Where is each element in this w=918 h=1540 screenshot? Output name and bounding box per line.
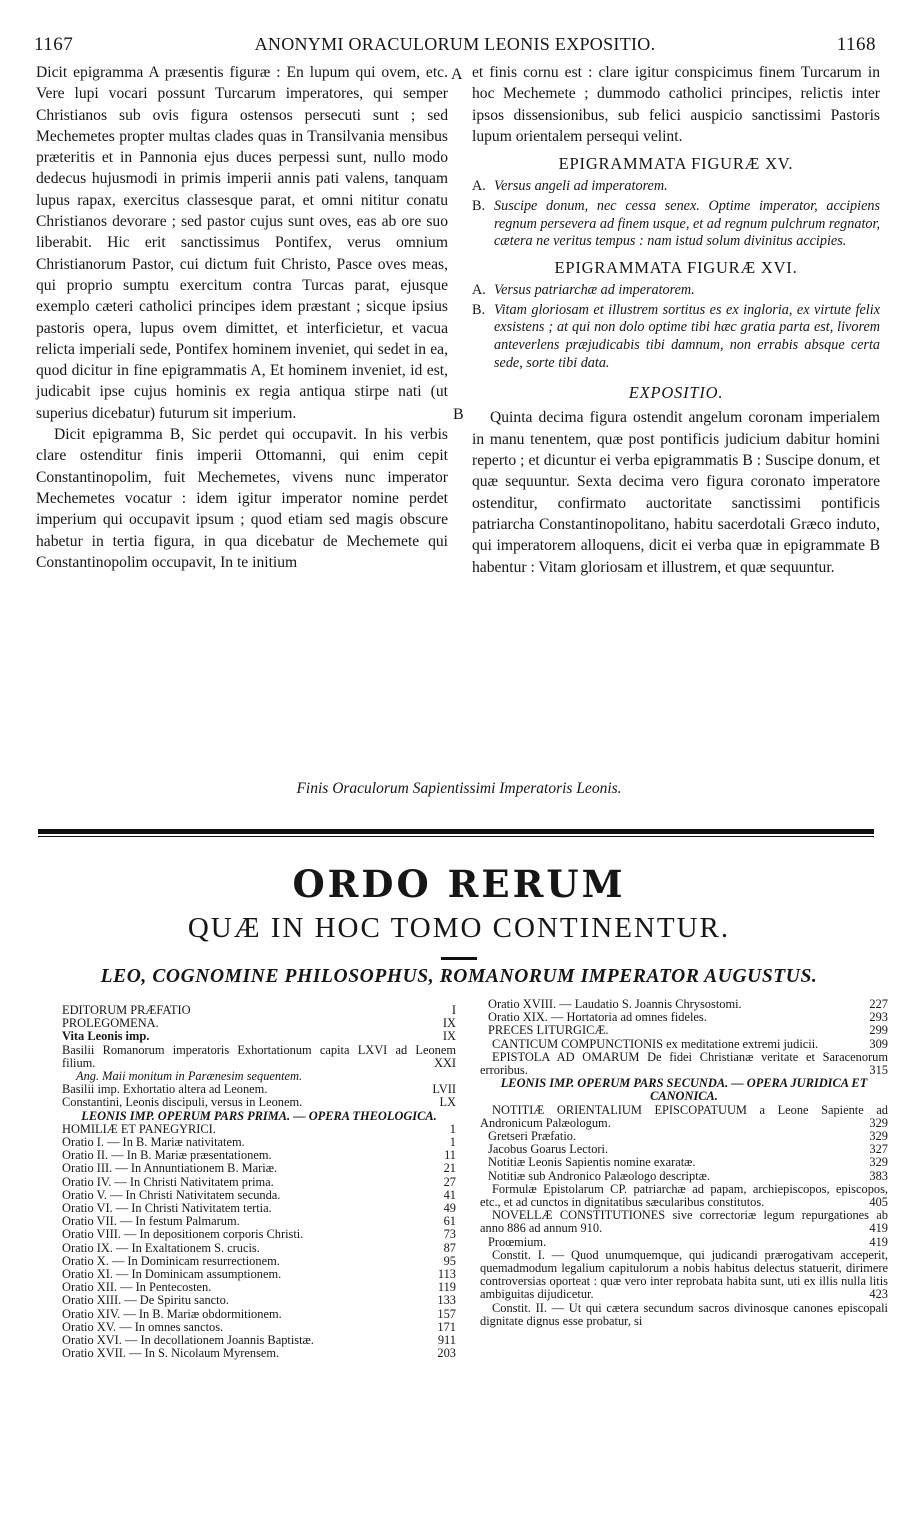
toc-entry: Oratio XIV. — In B. Mariæ obdormitionem. 157 [62,1306,456,1321]
heading-figure-16: EPIGRAMMATA FIGURÆ XVI. [554,257,798,277]
toc-right-column [480,998,888,1328]
toc-entry: Basilii imp. Exhortatio altera ad Leonem. LVII [62,1082,456,1097]
toc-entry: Vita Leonis imp. IX [62,1029,456,1044]
heading-figure-15: EPIGRAMMATA FIGURÆ XV. [558,154,794,174]
toc-entry: Oratio XIX. — Hortatoria ad omnes fideles. 293 [488,1010,888,1025]
toc-entry: Constit. II. — Ut qui cætera secundum sacros divinosque canones episcopali dignitate dignus esse probatur, si [480,1300,888,1328]
section-rule-thick [38,829,874,834]
ordo-subtitle: QUÆ IN HOC TOMO CONTINENTUR. [187,912,731,944]
toc-entry: Oratio IV. — In Christi Nativitatem prima. 27 [62,1174,456,1189]
margin-letter-a: A [451,66,463,83]
toc-entry: Oratio VI. — In Christi Nativitatem tertia. 49 [62,1201,456,1216]
toc-entry: PRECES LITURGICÆ. 299 [488,1023,888,1038]
verse-15-a: A. Versus angeli ad imperatorem. [472,178,668,195]
toc-entry: Oratio II. — In B. Mariæ præsentationem. 11 [62,1148,456,1163]
toc-entry: NOVELLÆ CONSTITUTIONES sive correctoriæ legum repurgationes ab anno 886 ad annum 910. 419 [480,1208,888,1236]
toc-entry: Oratio III. — In Annuntiationem B. Mariæ. 21 [62,1161,456,1176]
toc-entry: Oratio XIII. — De Spiritu sancto. 133 [62,1293,456,1308]
left-text-column [36,62,448,573]
right-column-number: 1168 [836,34,876,55]
toc-entry: EDITORUM PRÆFATIO I [62,1003,456,1017]
toc-entry: Constit. I. — Quod unumquemque, qui judicandi prærogativam acceperit, quemadmodum legalium capitulorum a nobis habitus delectus statuerit, dirimere controversias oporteat : quæ vero inter reprobata habita sunt, uti ex illis nulla litis ambiguitas dijudicetur. 423 [480,1247,888,1302]
toc-entry: Notitiæ Leonis Sapientis nomine exaratæ. 329 [488,1155,888,1170]
toc-part-heading: LEONIS IMP. OPERUM PARS SECUNDA. — OPERA JURIDICA ET CANONICA. [500,1076,868,1104]
toc-entry: Oratio XV. — In omnes sanctos. 171 [62,1319,456,1334]
toc-entry: PROLEGOMENA. IX [62,1016,456,1031]
toc-entry: Basilii Romanorum imperatoris Exhortationum capita LXVI ad Leonem filium. XXI [62,1042,456,1070]
margin-letter-b: B [453,406,464,423]
toc-entry: Oratio XVI. — In decollationem Joannis Baptistæ. 911 [62,1333,456,1348]
colophon: Finis Oraculorum Sapientissimi Imperatoris Leonis. [296,780,622,797]
toc-entry: Oratio I. — In B. Mariæ nativitatem. 1 [62,1135,456,1150]
toc-entry: Proœmium. 419 [488,1234,888,1249]
toc-entry: Oratio V. — In Christi Nativitatem secunda. 41 [62,1187,456,1202]
toc-entry: Oratio XVII. — In S. Nicolaum Myrensem. 203 [62,1346,456,1361]
toc-entry: Oratio VIII. — In depositionem corporis Christi. 73 [62,1227,456,1242]
toc-entry: Oratio XII. — In Pentecosten. 119 [62,1280,456,1295]
right-text-column [472,62,880,578]
toc-entry: Oratio IX. — In Exaltationem S. crucis. 87 [62,1240,456,1255]
ordo-rule [441,957,477,960]
toc-entry: Formulæ Epistolarum CP. patriarchæ ad papam, archiepiscopos, episcopos, etc., et ad cunctos in dignitatibus sæcularibus constitutos. 405 [480,1181,888,1210]
verse-16-a: A. Versus patriarchæ ad imperatorem. [472,282,695,299]
toc-entry: Jacobus Goarus Lectori. 327 [488,1142,888,1157]
toc-entry: NOTITIÆ ORIENTALIUM EPISCOPATUUM a Leone Sapiente ad Andronicum Palæologum. 329 [480,1102,888,1130]
toc-entry: Oratio VII. — In festum Palmarum. 61 [62,1214,456,1229]
toc-left-column [62,1004,456,1360]
toc-entry: Oratio XI. — In Dominicam assumptionem. 113 [62,1267,456,1282]
toc-entry: Gretseri Præfatio. 329 [488,1129,888,1144]
expositio-heading: EXPOSITIO. [628,383,724,403]
toc-entry: Notitiæ sub Andronico Palæologo descriptæ. 383 [488,1168,888,1183]
toc-entry: CANTICUM COMPUNCTIONIS ex meditatione extremi judicii. 309 [492,1036,888,1051]
verse-15-b: B. Suscipe donum, nec cessa senex. Optime imperator, accipiens regnum persevera ad finem usque, et ad regnum pulchrum regnator, cætera ne veritus tempus : nam istud solum divinitus accipies. [472,198,880,250]
running-title: ANONYMI ORACULORUM LEONIS EXPOSITIO. [254,34,656,54]
toc-entry: HOMILIÆ ET PANEGYRICI. 1 [62,1121,456,1136]
right-paragraph-1: et finis cornu est : clare igitur conspicimus finem Turcarum in hoc Mechemete ; dummodo catholici principes, relictis inter ipsos dissensionibus, sub felici auspicio sanctissimi Pastoris lupum orientalem persequi velint. [472,64,880,145]
toc-entry: Ang. Maii monitum in Parænesim sequentem. [76,1070,303,1084]
right-paragraph-2: Quinta decima figura ostendit angelum coronam imperialem in manu tenentem, quæ post pontificis judicium dabitur homini reperto ; et dicuntur ei verba epigrammatis B : Suscipe donum, et quæ sequuntur. Sexta decima vero figura coronato imperatore ostenditur, confirmato auctoritate sanctissimi pontificis patriarcha Constantinopolitano, habitu sacerdotali Græco induto, qui imperatorem alloquens, dicit ei verba quæ in epigrammate B habentur : Vitam gloriosam et illustrem, et quæ sequuntur. [472,409,880,576]
verse-16-b: B. Vitam gloriosam et illustrem sortitus es ex ingloria, ex virtute felix exsistens ; at qui non dolo optime tibi hæc gratia parta est, livorem anteverlens præjudicabis tibi damnum, non errabis absque certa sede, sorte tibi data. [472,301,880,371]
toc-entry: Oratio X. — In Dominicam resurrectionem. 95 [62,1253,456,1268]
left-column-number: 1167 [34,34,74,55]
left-paragraph-2: Dicit epigramma B, Sic perdet qui occupavit. In his verbis clare ostenditur finis imperii Ottomanni, qui enim cepit Constantinopolim, fuit Mechemetes, vivens nunc imperator Mechemetes vocatur : idem igitur imperator nomine perdet imperium qui occupavit ipsum ; quod etiam sed magis obscure habetur in tertia figura, in qua dicebatur de Mechemete qui Constantinopolim occupavit, In te initium [36,426,448,571]
toc-entry: EPISTOLA AD OMARUM De fidei Christianæ veritate et Saracenorum erroribus. 315 [480,1049,888,1078]
section-rule-thin [38,836,874,837]
author-section-title: LEO, COGNOMINE PHILOSOPHUS, ROMANORUM IMPERATOR AUGUSTUS. [100,966,818,987]
running-head [34,34,876,58]
toc-entry: Constantini, Leonis discipuli, versus in Leonem. LX [62,1095,456,1110]
toc-part-heading: LEONIS IMP. OPERUM PARS PRIMA. — OPERA THEOLOGICA. [81,1108,437,1123]
left-paragraph-1: Dicit epigramma A præsentis figuræ : En lupum qui ovem, etc. Vere lupi vocari possunt Turcarum imperatores, qui semper Christianos sub ovis figura ostensos persecuti sunt ; sed Mechemetes propter multas clades quas in Transilvania mensibus præteritis et in Pannonia ejus duces perpessi sunt, nullo modo dedecus hujusmodi in primis imperii annis pati valens, tanquam lupus rapax, exercitus classesque parat, et omni nititur conatu Christianos devorare ; sed pastor cujus sunt oves, eas ab ore suo liberabit. Hic erit sanctissimus Pontifex, verus omnium Christianorum Pastor, cui dictum fuit Christo, Pasce oves meas, qui proprio sumptu exercitum contra Turcas parat, ejusque exemplo cæteri catholici principes idem præstant ; sicque ipsius pastoris opera, lupus ovem dimittet, et interficietur, et vacua relicta imperiali sede, Pontifex hominem inveniet, qui sedet in ea, quod dicitur in fine epigrammatis A, Et hominem inveniet, id est, judicabit ipse cujus hominis ex regia antiqua stirpe nati (ut superius dicebatur) futurum sit imperium. [36,64,448,422]
ordo-title: ORDO RERUM [292,862,626,906]
oration-list [62,1136,456,1360]
toc-entry: Oratio XVIII. — Laudatio S. Joannis Chrysostomi. 227 [488,997,888,1011]
